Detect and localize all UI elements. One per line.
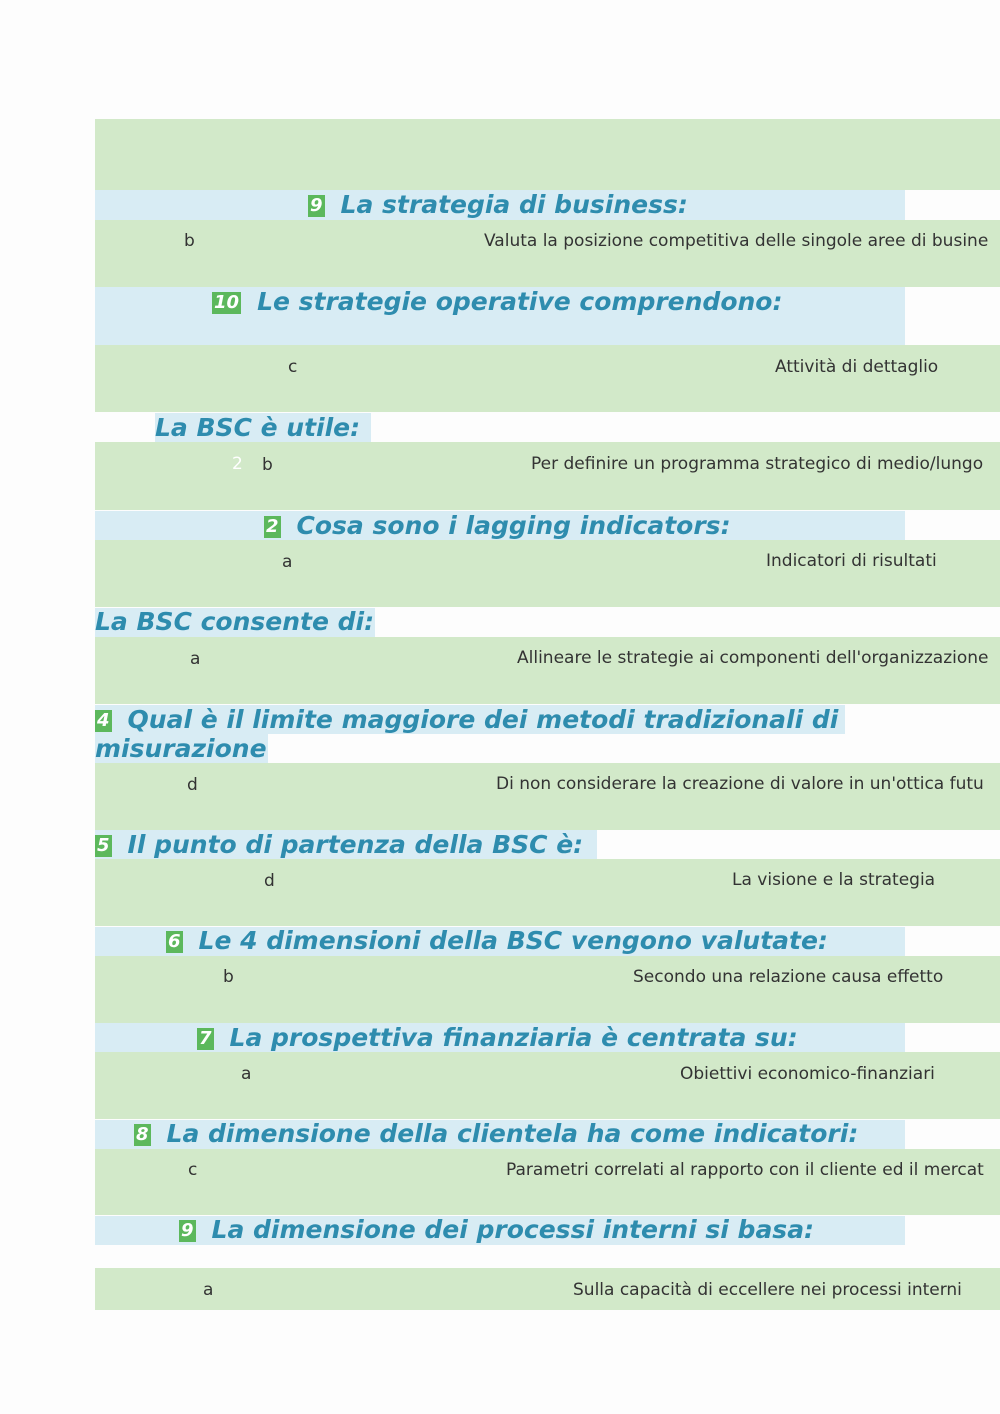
answer-text: Valuta la posizione competitiva delle singole aree di busine	[484, 231, 989, 251]
question-text: Cosa sono i lagging indicators:	[296, 511, 731, 540]
question-number: 10	[214, 292, 240, 313]
question-text: Il punto di partenza della BSC è:	[127, 830, 584, 859]
stray-number: 2	[232, 454, 243, 474]
question-number: 2	[266, 516, 279, 537]
answer-letter: a	[241, 1064, 252, 1084]
answer-text: Per definire un programma strategico di medio/lungo	[531, 454, 984, 474]
question-number: 6	[168, 931, 181, 952]
answer-letter: b	[184, 231, 195, 251]
top-band	[95, 119, 1000, 190]
question-heading	[166, 926, 828, 955]
question-number: 4	[97, 710, 110, 731]
question-heading	[155, 413, 360, 442]
question-number: 9	[310, 195, 323, 216]
answer-text: Attività di dettaglio	[775, 357, 939, 377]
answer-band	[95, 345, 1000, 412]
answer-text: La visione e la strategia	[732, 870, 936, 890]
question-heading	[197, 1023, 798, 1052]
question-text: La dimensione della clientela ha come indicatori:	[166, 1119, 859, 1148]
answer-letter: b	[223, 967, 234, 987]
question-text: La BSC è utile:	[155, 413, 361, 442]
answer-letter: d	[264, 871, 275, 891]
answer-band	[95, 442, 1000, 510]
question-heading	[308, 190, 688, 219]
answer-text: Di non considerare la creazione di valore in un'ottica futu	[496, 774, 984, 794]
question-text: Qual è il limite maggiore dei metodi tradizionali di misurazione	[95, 705, 839, 763]
question-heading	[179, 1215, 814, 1244]
answer-text: Indicatori di risultati	[766, 551, 937, 571]
question-text: Le strategie operative comprendono:	[257, 287, 783, 316]
answer-letter: c	[288, 357, 298, 377]
question-heading	[212, 287, 782, 316]
question-text: Le 4 dimensioni della BSC vengono valutate:	[198, 926, 828, 955]
question-text: La dimensione dei processi interni si basa:	[211, 1215, 815, 1244]
question-heading	[95, 607, 374, 636]
answer-text: Allineare le strategie ai componenti dell'organizzazione	[517, 648, 989, 668]
question-heading	[95, 830, 583, 859]
answer-letter: d	[187, 775, 198, 795]
question-heading	[134, 1119, 858, 1148]
answer-letter: c	[188, 1160, 198, 1180]
answer-letter: a	[203, 1280, 214, 1300]
answer-text: Parametri correlati al rapporto con il cliente ed il mercat	[506, 1160, 984, 1180]
answer-text: Sulla capacità di eccellere nei processi interni	[573, 1280, 962, 1300]
question-number: 5	[97, 835, 110, 856]
question-text: La prospettiva finanziaria è centrata su:	[229, 1023, 798, 1052]
answer-letter: a	[282, 552, 293, 572]
question-number: 9	[181, 1220, 194, 1241]
question-text: La strategia di business:	[340, 190, 688, 219]
answer-text: Secondo una relazione causa effetto	[633, 967, 944, 987]
answer-letter: b	[262, 455, 273, 475]
answer-band	[95, 1052, 1000, 1119]
question-heading	[95, 705, 855, 763]
question-number: 7	[199, 1028, 212, 1049]
answer-letter: a	[190, 649, 201, 669]
question-text: La BSC consente di:	[95, 607, 375, 636]
question-number: 8	[136, 1124, 149, 1145]
question-heading	[264, 511, 731, 540]
answer-band	[95, 1149, 1000, 1215]
answer-text: Obiettivi economico-finanziari	[680, 1064, 935, 1084]
